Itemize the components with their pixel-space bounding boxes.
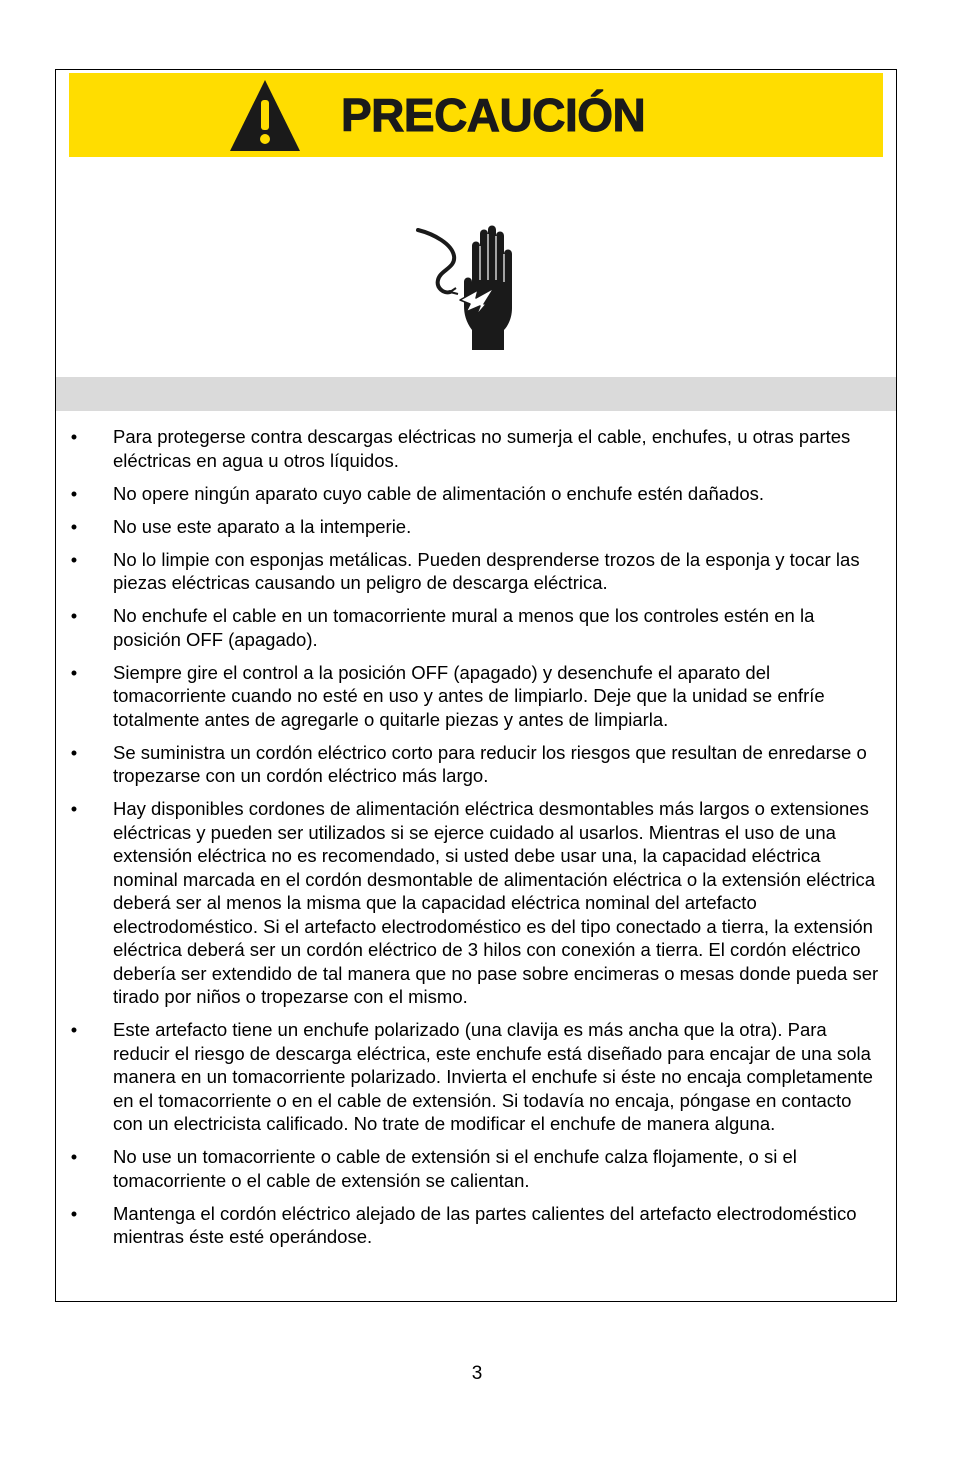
list-item xyxy=(56,661,896,732)
bullet: • xyxy=(70,1202,78,1224)
bullet: • xyxy=(70,1019,78,1040)
list-item-text: Para protegerse contra descargas eléctricas no sumerja el cable, enchufes, u otras partes eléctricas en agua u otros líquidos. xyxy=(113,426,851,471)
list-item-text: No use un tomacorriente o cable de extensión si el enchufe calza flojamente, o si el tomacorriente o el cable de extensión se calientan. xyxy=(113,1146,797,1191)
list-item xyxy=(56,1018,896,1136)
electric-shock-hand-icon xyxy=(414,222,530,352)
list-item-text: Hay disponibles cordones de alimentación eléctrica desmontables más largos o extensiones eléctricas y pueden ser utilizados si se ejerce cuidado al usarlos. Mientras el uso de una extensión eléctrica no es recomendado, si usted debe usar una, la capacidad eléctrica nominal marcada en el cordón desmontable de alimentación eléctrica o la extensión eléctrica deberá ser al menos la misma que la capacidad eléctrica nominal del artefacto electrodoméstico. Si el artefacto electrodoméstico es del tipo conectado a tierra, la extensión eléctrica deberá ser un cordón eléctrico de 3 hilos con conexión a tierra. El cordón eléctrico debería ser extendido de tal manera que no pase sobre encimeras o mesas donde pueda ser tirado por niños o tropezarse con el mismo. xyxy=(113,798,879,1007)
bullet: • xyxy=(70,426,78,447)
caution-title: PRECAUCIÓN xyxy=(341,89,646,141)
list-item xyxy=(56,515,896,539)
caution-box xyxy=(55,69,897,1302)
list-item xyxy=(56,797,896,1009)
safety-instructions-list xyxy=(56,425,896,1258)
bullet: • xyxy=(70,605,78,626)
section-divider-bar xyxy=(56,377,896,411)
list-item-text: Siempre gire el control a la posición OFF (apagado) y desenchufe el aparato del tomacorriente cuando no esté en uso y antes de limpiarlo. Deje que la unidad se enfríe totalmente antes de agregarle o quitarle piezas y antes de limpiarla. xyxy=(113,661,825,730)
list-item xyxy=(56,548,896,595)
list-item-text: Se suministra un cordón eléctrico corto para reducir los riesgos que resultan de enredarse o tropezarse con un cordón eléctrico más largo. xyxy=(113,741,867,786)
caution-banner xyxy=(69,73,883,157)
list-item xyxy=(56,1145,896,1192)
page-number: 3 xyxy=(471,1363,483,1384)
list-item xyxy=(56,482,896,506)
list-item-text: No enchufe el cable en un tomacorriente mural a menos que los controles estén en la posición OFF (apagado). xyxy=(113,605,815,650)
list-item xyxy=(56,1202,896,1249)
bullet: • xyxy=(70,482,78,504)
list-item xyxy=(56,425,896,472)
list-item-text: No lo limpie con esponjas metálicas. Pueden desprenderse trozos de la esponja y tocar las piezas eléctricas causando un peligro de descarga eléctrica. xyxy=(113,548,860,593)
list-item-text: No use este aparato a la intemperie. xyxy=(113,515,412,537)
list-item-text: Este artefacto tiene un enchufe polarizado (una clavija es más ancha que la otra). Para reducir el riesgo de descarga eléctrica, este enchufe está diseñado para encajar de una sola manera en un tomacorriente polarizado. Invierta el enchufe si éste no encaja completamente en el tomacorriente o en el cable de extensión. Si todavía no encaja, póngase en contacto con un electricista calificado. No trate de modificar el enchufe de manera alguna. xyxy=(113,1019,873,1134)
bullet: • xyxy=(70,661,78,683)
bullet: • xyxy=(70,1146,78,1167)
list-item xyxy=(56,604,896,651)
warning-triangle-icon xyxy=(227,76,303,154)
list-item-text: No opere ningún aparato cuyo cable de alimentación o enchufe estén dañados. xyxy=(113,482,765,504)
bullet: • xyxy=(70,548,78,570)
bullet: • xyxy=(70,798,78,819)
list-item xyxy=(56,741,896,788)
list-item-text: Mantenga el cordón eléctrico alejado de las partes calientes del artefacto electrodoméstico mientras éste esté operándose. xyxy=(113,1202,857,1247)
bullet: • xyxy=(70,741,78,763)
bullet: • xyxy=(70,515,78,537)
